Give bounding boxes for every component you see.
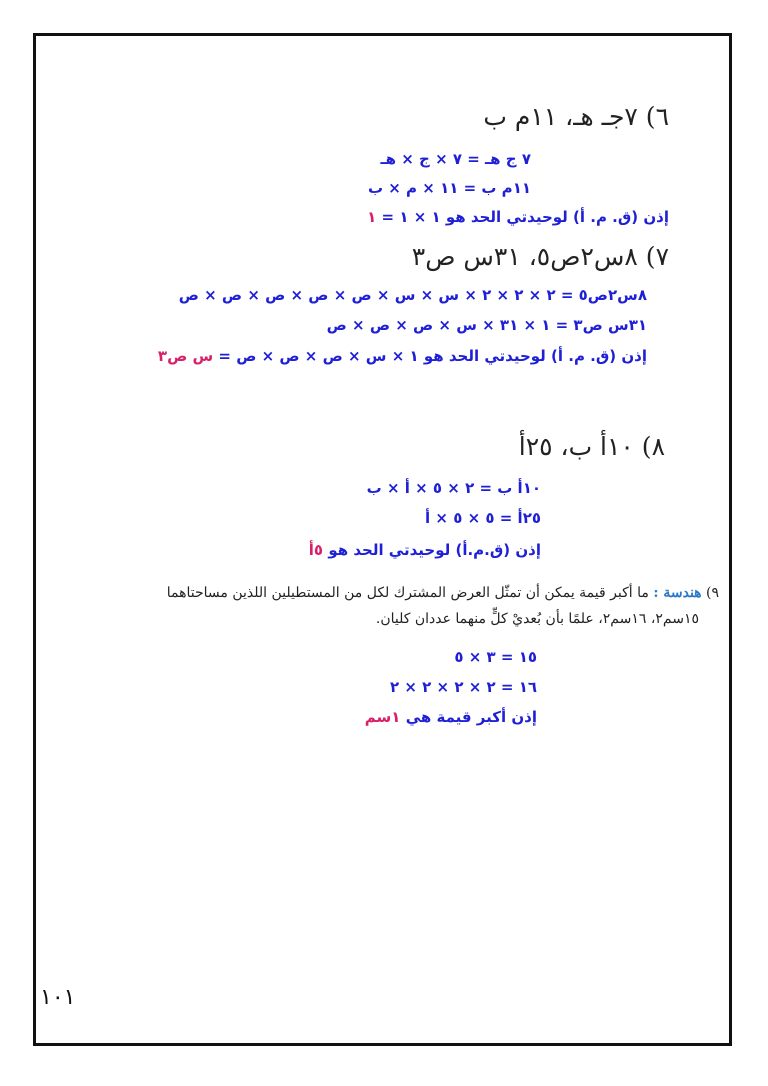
problem-7-line-1: ٨س٢ص٥ = ٢ × ٢ × ٢ × س × س × ص × ص × ص × ص × ص bbox=[178, 286, 647, 304]
problem-9-question: ما أكبر قيمة يمكن أن تمثّل العرض المشترك لكل من المستطيلين اللذين مساحتاهما bbox=[166, 585, 649, 601]
page-number: ١٠١ bbox=[40, 985, 76, 1010]
problem-8-question: ٨) ١٠أ ب، ٢٥أ bbox=[518, 432, 665, 461]
problem-8-conclusion bbox=[309, 541, 541, 559]
problem-9-text-line-1 bbox=[167, 585, 719, 601]
page-frame bbox=[33, 33, 732, 1046]
problem-7-answer: س ص٣ bbox=[157, 347, 214, 365]
problem-9-text-line-2: ١٥سم٢، ١٦سم٢، علمًا بأن بُعديْ كلٍّ منهما عددان كليان. bbox=[375, 611, 699, 627]
problem-8-conclusion-text: إذن (ق.م.أ) لوحيدتي الحد هو bbox=[328, 541, 541, 559]
problem-9-number: ٩) bbox=[706, 585, 719, 601]
problem-6-line-1: ٧ ج هـ = ٧ × ج × هـ bbox=[380, 150, 531, 168]
problem-9-keyword: هندسة : bbox=[653, 585, 702, 601]
problem-9-line-2: ١٦ = ٢ × ٢ × ٢ × ٢ bbox=[390, 678, 537, 696]
problem-8-line-1: ١٠أ ب = ٢ × ٥ × أ × ب bbox=[366, 479, 541, 497]
problem-9-conclusion bbox=[365, 708, 537, 726]
problem-7-line-2: ٣١س ص٣ = ١ × ٣١ × س × ص × ص × ص bbox=[326, 316, 647, 334]
problem-6-answer: ١ bbox=[367, 208, 377, 226]
problem-9-line-1: ١٥ = ٣ × ٥ bbox=[454, 648, 537, 666]
problem-7-question: ٧) ٨س٢ص٥، ٣١س ص٣ bbox=[411, 242, 669, 271]
problem-9-answer: ١سم bbox=[364, 708, 401, 726]
problem-8-line-2: ٢٥أ = ٥ × ٥ × أ bbox=[425, 509, 541, 527]
problem-8-answer: ٥أ bbox=[308, 541, 324, 559]
problem-6-line-2: ١١م ب = ١١ × م × ب bbox=[367, 179, 531, 197]
problem-6-question: ٦) ٧جـ هـ، ١١م ب bbox=[483, 102, 669, 131]
problem-6-conclusion bbox=[367, 208, 669, 226]
problem-6-conclusion-text: إذن (ق. م. أ) لوحيدتي الحد هو ١ × ١ = bbox=[381, 208, 669, 226]
problem-7-conclusion bbox=[158, 347, 647, 365]
problem-9-conclusion-text: إذن أكبر قيمة هي bbox=[405, 708, 537, 726]
problem-7-conclusion-text: إذن (ق. م. أ) لوحيدتي الحد هو ١ × س × ص × ص × ص = bbox=[218, 347, 647, 365]
